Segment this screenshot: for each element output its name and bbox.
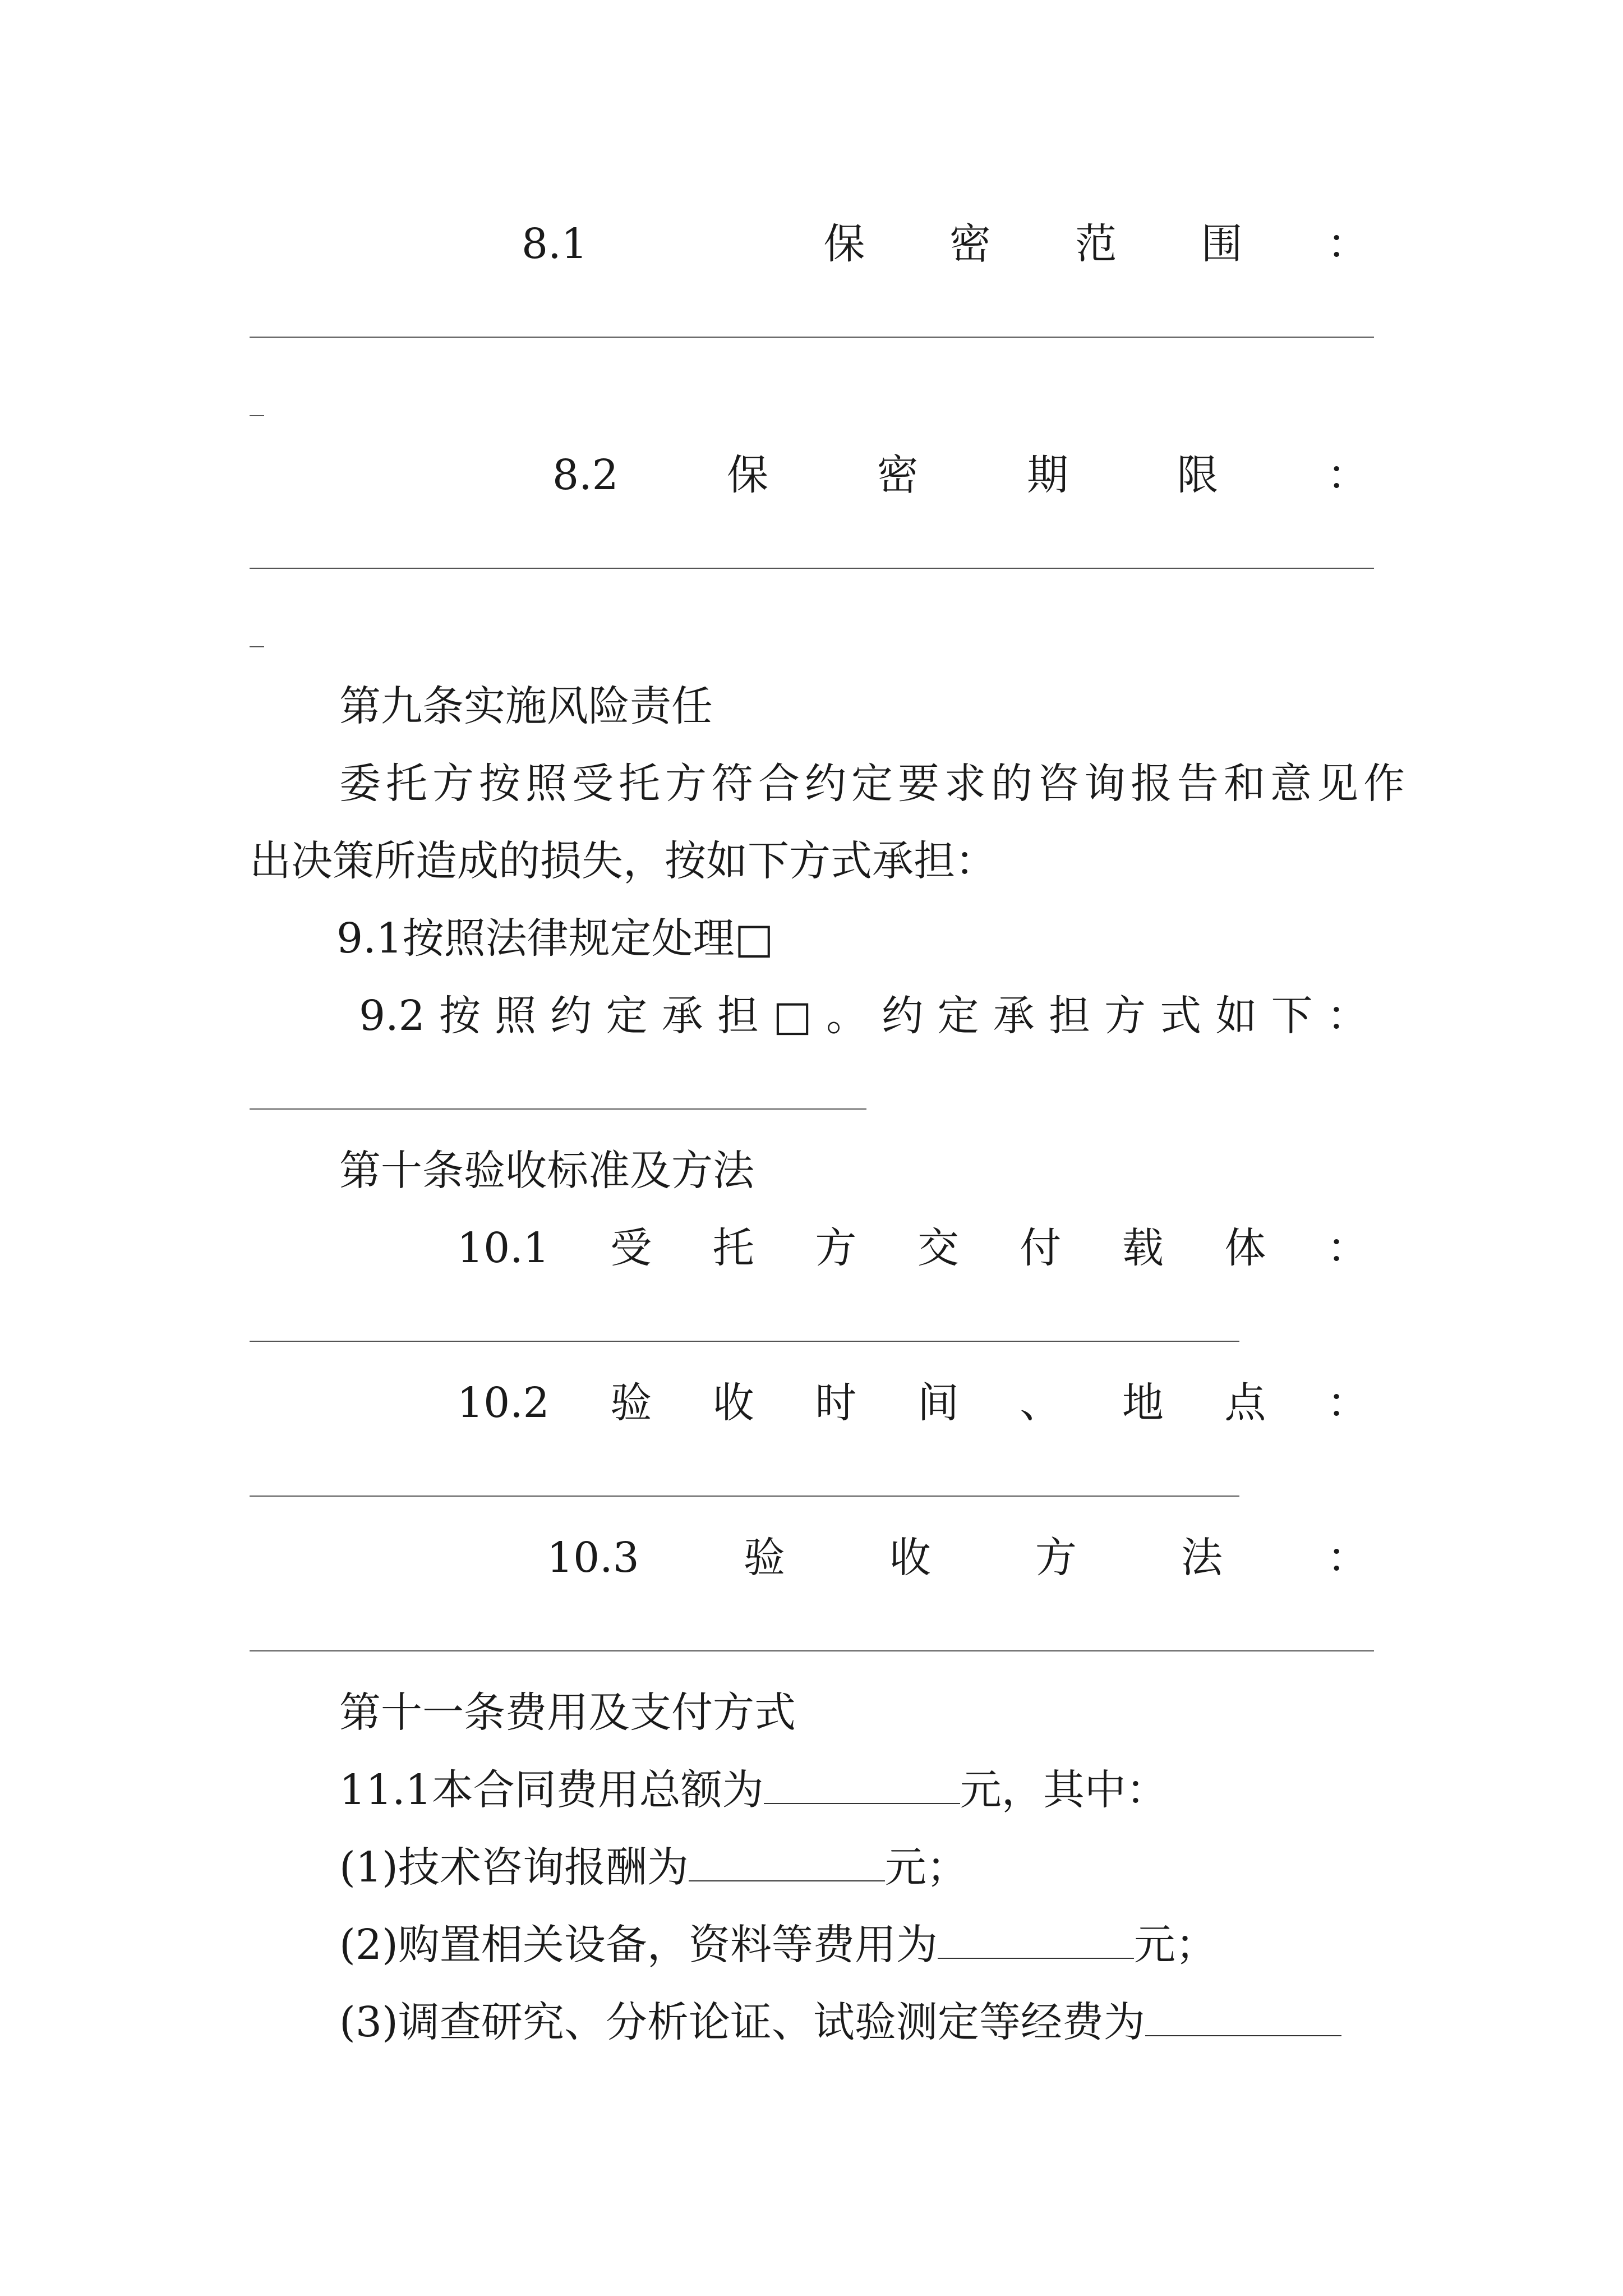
article-9-paragraph-line2: 出决策所造成的损失，按如下方式承担： [250,837,997,885]
clause-9-2: 9.2 按 照 约 定 承 担 □ 。 约 定 承 担 方 式 如 下 ： [359,992,1368,1040]
clause-number: 10.1 [457,1224,550,1272]
article-9-paragraph-line1: 委托方按照受托方符合约定要求的咨询报告和意见作 [339,760,1410,808]
clause-number: 8.1 [522,220,588,268]
fill-in-line [250,1341,1239,1342]
article-10-title: 第十条验收标准及方法 [339,1147,754,1195]
amount-blank[interactable] [938,1924,1134,1959]
item-1-consulting-fee: (1)技术咨询报酬为 元； [339,1843,968,1892]
article-11-title: 第十一条费用及支付方式 [339,1688,796,1737]
fill-in-line [250,1650,1374,1651]
clause-11-1: 11.1本合同费用总额为 元，其中： [339,1766,1168,1814]
fill-in-line [250,1108,866,1110]
fill-in-line [250,568,1374,569]
amount-blank[interactable] [764,1769,960,1804]
item-3-research-fee: (3)调查研究、分析论证、试验测定等经费为 [339,2001,1341,2043]
amount-blank[interactable] [689,1847,885,1881]
clause-10-3: 10.3 验 收 方 法 ： [547,1534,1368,1582]
clause-8-1: 8.1 保 密 范 围 ： [522,220,1368,268]
article-9-title: 第九条实施风险责任 [339,682,713,730]
clause-9-1: 9.1按照法律规定处理□ [336,914,774,963]
fill-in-line-stub [250,415,264,416]
clause-number: 8.2 [552,451,619,499]
clause-number: 10.2 [457,1379,550,1427]
fill-in-line [250,337,1374,338]
clause-number: 10.3 [547,1534,639,1582]
clause-10-2: 10.2 验 收 时 间 、 地 点 ： [457,1379,1368,1427]
clause-8-2: 8.2 保 密 期 限 ： [552,451,1368,499]
fill-in-line-stub [250,646,264,647]
clause-10-1: 10.1 受 托 方 交 付 载 体 ： [457,1224,1368,1272]
item-2-equipment-fee: (2)购置相关设备，资料等费用为 元； [339,1921,1217,1969]
fill-in-line [250,1496,1239,1497]
amount-blank[interactable] [1145,2001,1341,2036]
